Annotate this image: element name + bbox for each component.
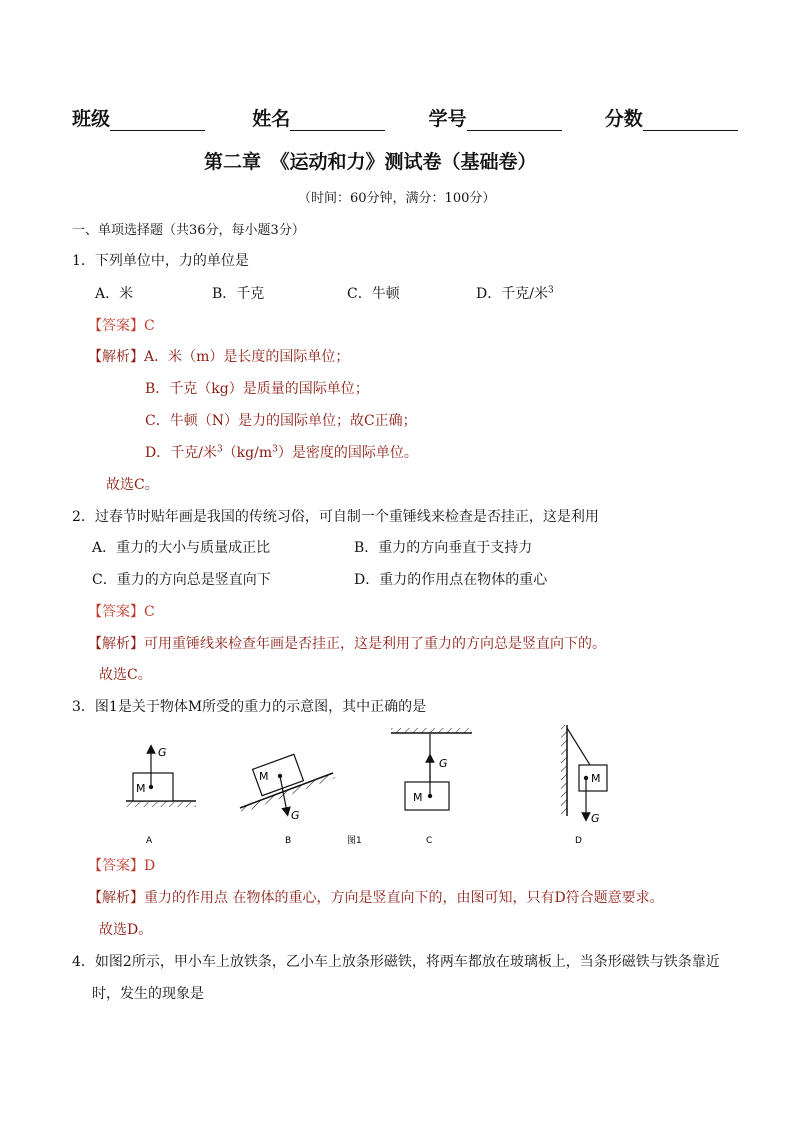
figure-b [240,754,335,846]
q1-conclusion: 故选C。 [106,477,159,493]
figure-c [391,728,472,846]
q1-option-a: A．米 [95,286,134,302]
q2-option-d: D．重力的作用点在物体的重心 [354,572,548,588]
class-blank[interactable] [110,112,205,131]
fig-b-g-label: G [291,809,300,822]
fig-d-mass-label: M [591,772,601,785]
fig-c-mass-label: M [413,791,423,804]
fig-a-g-label: G [158,746,167,759]
page-subtitle: （时间：60分钟，满分：100分） [298,191,496,206]
fig-b-mass-label: M [259,770,269,783]
fig-d-label: D [575,836,582,846]
q2-option-c: C．重力的方向总是竖直向下 [92,572,271,588]
q2-answer: 【答案】C [88,604,155,620]
q1-explanation-a: 【解析】A．米（m）是长度的国际单位； [88,349,350,365]
q2-explanation: 【解析】可用重锤线来检查年画是否挂正，这是利用了重力的方向总是竖直向下的。 [88,636,606,652]
q1-option-b: B．千克 [212,286,265,302]
q4-stem-line2: 时，发生的现象是 [92,986,204,1002]
score-blank[interactable] [643,112,738,131]
class-label: 班级 [72,108,111,130]
figure-a [126,746,196,846]
page-title: 第二章 《运动和力》测试卷（基础卷） [204,151,537,173]
fig-b-label: B [285,836,292,846]
q1-explanation-c: C．牛顿（N）是力的国际单位；故C正确； [145,413,417,429]
q1-stem: 1．下列单位中，力的单位是 [72,253,249,269]
figure-1 [0,718,794,850]
fig-d-g-label: G [591,812,600,825]
q1-option-d: D．千克/米$^3$ [476,285,554,302]
score-label: 分数 [604,108,643,130]
q1-option-c: C．牛顿 [347,286,400,302]
q1-explanation-d: D．千克/米$^3(kg/m^3)$是密度的国际单位。 [145,444,418,461]
figure-caption: 图1 [347,836,362,846]
q3-answer: 【答案】D [88,858,156,874]
figure-d [561,725,607,846]
fig-c-g-label: G [439,757,448,770]
q3-explanation: 【解析】重力的作用点 在物体的重心，方向是竖直向下的，由图可知，只有D符合题意要求。 [88,890,664,906]
fig-a-mass-label: M [136,782,146,795]
name-label: 姓名 [252,108,291,130]
name-blank[interactable] [290,112,385,131]
section-heading: 一、单项选择题（共36分，每小题3分） [72,223,305,238]
q3-conclusion: 故选D。 [99,922,153,938]
q2-option-b: B．重力的方向垂直于支持力 [354,540,533,556]
id-label: 学号 [428,108,467,130]
q2-stem: 2．过春节时贴年画是我国的传统习俗，可自制一个重锤线来检查是否挂正，这是利用 [72,509,599,525]
q2-conclusion: 故选C。 [99,667,152,683]
q1-explanation-b: B．千克（kg）是质量的国际单位； [145,381,369,397]
q1-answer: 【答案】C [88,318,155,334]
q3-stem: 3．图1是关于物体M所受的重力的示意图，其中正确的是 [72,699,427,715]
fig-c-label: C [426,836,433,846]
header-line [72,104,738,131]
id-blank[interactable] [467,112,562,131]
q2-option-a: A．重力的大小与质量成正比 [92,540,271,556]
fig-a-label: A [146,836,153,846]
q4-stem-line1: 4．如图2所示，甲小车上放铁条，乙小车上放条形磁铁，将两车都放在玻璃板上，当条形磁铁与铁条靠近 [72,954,720,970]
